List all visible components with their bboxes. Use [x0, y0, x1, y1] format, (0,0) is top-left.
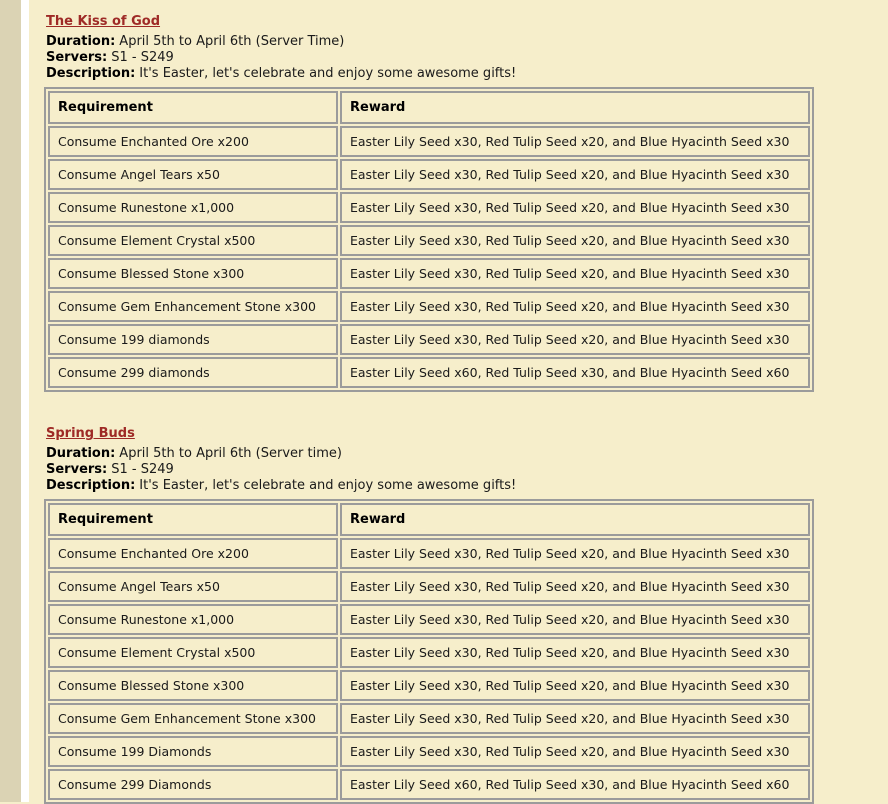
reward-cell: Easter Lily Seed x30, Red Tulip Seed x20, and Blue Hyacinth Seed x30	[340, 670, 810, 701]
servers-label: Servers:	[46, 462, 108, 477]
page-left-margin-strip	[0, 0, 21, 802]
reward-cell: Easter Lily Seed x60, Red Tulip Seed x30, and Blue Hyacinth Seed x60	[340, 769, 810, 800]
reward-cell: Easter Lily Seed x30, Red Tulip Seed x20, and Blue Hyacinth Seed x30	[340, 291, 810, 322]
table-row	[48, 258, 810, 289]
reward-cell: Easter Lily Seed x30, Red Tulip Seed x20, and Blue Hyacinth Seed x30	[340, 126, 810, 157]
event-title-link[interactable]: The Kiss of God	[46, 14, 161, 29]
page-content	[29, 0, 888, 802]
reward-cell: Easter Lily Seed x30, Red Tulip Seed x20, and Blue Hyacinth Seed x30	[340, 736, 810, 767]
description-label: Description:	[46, 478, 136, 493]
servers-line	[46, 50, 888, 66]
event-section-spring-buds	[44, 422, 888, 804]
table-row	[48, 769, 810, 800]
event-section-kiss-of-god	[44, 10, 888, 392]
requirement-header: Requirement	[48, 503, 338, 536]
table-row	[48, 637, 810, 668]
requirement-cell: Consume Gem Enhancement Stone x300	[48, 291, 338, 322]
table-row	[48, 703, 810, 734]
requirement-cell: Consume Angel Tears x50	[48, 159, 338, 190]
table-header-row	[48, 503, 810, 536]
requirement-cell: Consume Enchanted Ore x200	[48, 538, 338, 569]
table-row	[48, 291, 810, 322]
description-line	[46, 66, 888, 82]
duration-label: Duration:	[46, 34, 116, 49]
requirement-cell: Consume Runestone x1,000	[48, 192, 338, 223]
table-row	[48, 192, 810, 223]
page-gutter-strip	[21, 0, 29, 802]
table-row	[48, 604, 810, 635]
requirement-cell: Consume Blessed Stone x300	[48, 670, 338, 701]
requirement-cell: Consume Gem Enhancement Stone x300	[48, 703, 338, 734]
event-title-link[interactable]: Spring Buds	[46, 426, 135, 441]
requirement-cell: Consume Blessed Stone x300	[48, 258, 338, 289]
rewards-table	[44, 87, 814, 392]
reward-cell: Easter Lily Seed x30, Red Tulip Seed x20, and Blue Hyacinth Seed x30	[340, 571, 810, 602]
reward-cell: Easter Lily Seed x30, Red Tulip Seed x20, and Blue Hyacinth Seed x30	[340, 258, 810, 289]
reward-cell: Easter Lily Seed x30, Red Tulip Seed x20, and Blue Hyacinth Seed x30	[340, 703, 810, 734]
table-header-row	[48, 91, 810, 124]
reward-cell: Easter Lily Seed x30, Red Tulip Seed x20, and Blue Hyacinth Seed x30	[340, 637, 810, 668]
requirement-cell: Consume 199 diamonds	[48, 324, 338, 355]
reward-cell: Easter Lily Seed x60, Red Tulip Seed x30, and Blue Hyacinth Seed x60	[340, 357, 810, 388]
table-row	[48, 225, 810, 256]
table-row	[48, 538, 810, 569]
reward-cell: Easter Lily Seed x30, Red Tulip Seed x20, and Blue Hyacinth Seed x30	[340, 159, 810, 190]
servers-value: S1 - S249	[111, 50, 174, 65]
requirement-cell: Consume Element Crystal x500	[48, 225, 338, 256]
requirement-cell: Consume 199 Diamonds	[48, 736, 338, 767]
duration-value: April 5th to April 6th (Server Time)	[119, 34, 345, 49]
servers-line	[46, 462, 888, 478]
table-row	[48, 357, 810, 388]
requirement-cell: Consume Enchanted Ore x200	[48, 126, 338, 157]
table-row	[48, 670, 810, 701]
requirement-cell: Consume Runestone x1,000	[48, 604, 338, 635]
requirement-cell: Consume Angel Tears x50	[48, 571, 338, 602]
reward-cell: Easter Lily Seed x30, Red Tulip Seed x20, and Blue Hyacinth Seed x30	[340, 538, 810, 569]
rewards-table	[44, 499, 814, 804]
description-line	[46, 478, 888, 494]
reward-header: Reward	[340, 91, 810, 124]
duration-label: Duration:	[46, 446, 116, 461]
reward-cell: Easter Lily Seed x30, Red Tulip Seed x20, and Blue Hyacinth Seed x30	[340, 604, 810, 635]
reward-cell: Easter Lily Seed x30, Red Tulip Seed x20, and Blue Hyacinth Seed x30	[340, 192, 810, 223]
duration-line	[46, 34, 888, 50]
requirement-header: Requirement	[48, 91, 338, 124]
reward-cell: Easter Lily Seed x30, Red Tulip Seed x20, and Blue Hyacinth Seed x30	[340, 225, 810, 256]
duration-value: April 5th to April 6th (Server time)	[119, 446, 342, 461]
description-value: It's Easter, let's celebrate and enjoy some awesome gifts!	[139, 66, 517, 81]
servers-value: S1 - S249	[111, 462, 174, 477]
table-row	[48, 736, 810, 767]
requirement-cell: Consume 299 Diamonds	[48, 769, 338, 800]
reward-cell: Easter Lily Seed x30, Red Tulip Seed x20, and Blue Hyacinth Seed x30	[340, 324, 810, 355]
requirement-cell: Consume 299 diamonds	[48, 357, 338, 388]
duration-line	[46, 446, 888, 462]
requirement-cell: Consume Element Crystal x500	[48, 637, 338, 668]
table-row	[48, 126, 810, 157]
description-label: Description:	[46, 66, 136, 81]
servers-label: Servers:	[46, 50, 108, 65]
table-row	[48, 324, 810, 355]
table-row	[48, 159, 810, 190]
table-row	[48, 571, 810, 602]
reward-header: Reward	[340, 503, 810, 536]
description-value: It's Easter, let's celebrate and enjoy some awesome gifts!	[139, 478, 517, 493]
